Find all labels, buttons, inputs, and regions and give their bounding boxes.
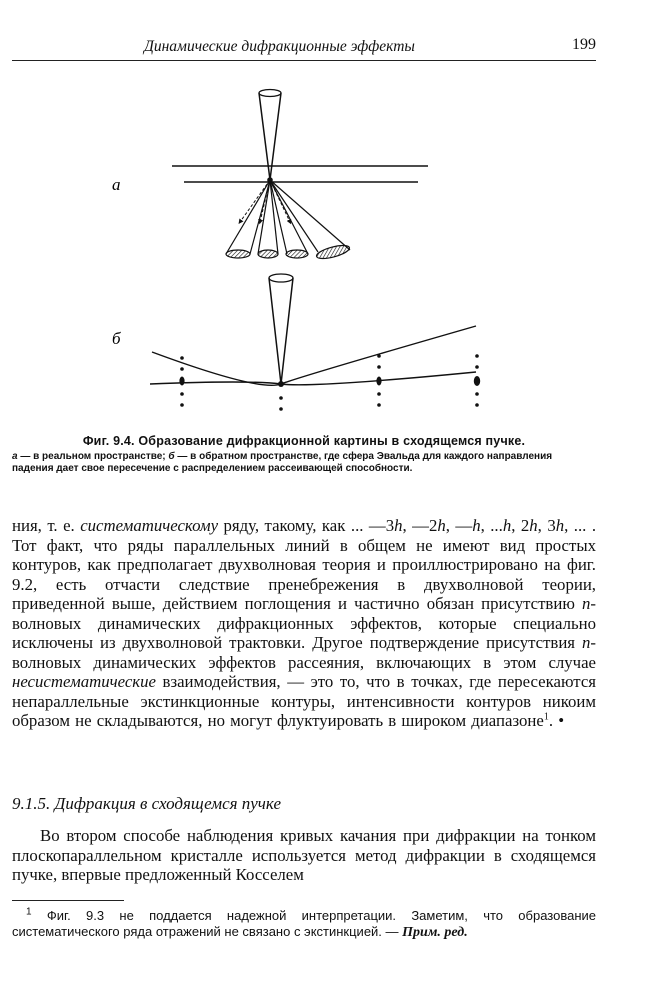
text-span: , —2 xyxy=(402,516,438,535)
text-italic: h xyxy=(555,516,565,535)
caption-key-a: а xyxy=(12,451,18,462)
text-italic: h xyxy=(394,516,403,535)
footnote-divider xyxy=(12,900,124,901)
panel-b-diagram xyxy=(150,274,480,411)
text-italic: n xyxy=(582,594,591,613)
text-span: -волновых динамических эффектов рассеяния, включающих в этом случае xyxy=(12,633,596,672)
footnote-mark: 1 xyxy=(26,906,32,918)
page-number: 199 xyxy=(572,36,596,53)
paragraph-1 xyxy=(12,516,596,731)
caption-text-a: — в реальном пространстве; xyxy=(17,451,169,462)
footnote-ref: 1 xyxy=(543,711,549,723)
section-heading: 9.1.5. Дифракция в сходящемся пучке xyxy=(12,794,281,813)
text-italic: h xyxy=(529,516,538,535)
text-span: , ... xyxy=(480,516,503,535)
text-span: -волновых динамических дифракционных эффектов, которые специально исключены из двухволновой трактовки. Другое подтверждение присутствия xyxy=(12,594,596,652)
caption-key-b: б xyxy=(168,451,175,462)
editor-note-tag: Прим. ред. xyxy=(402,925,468,940)
text-span: ния, т. е. xyxy=(12,516,81,535)
page-header xyxy=(12,34,596,61)
paragraph-2: Во втором способе наблюдения кривых качания при дифракции на тонком плоскопараллельном кристалле используется метод дифракции в сходящемся пучке, впервые предложенный Косселем xyxy=(12,826,596,884)
text-italic: h xyxy=(502,516,512,535)
figure-9-4 xyxy=(100,82,520,422)
text-span: взаимодействия, — это то, что в точках, где пересекаются непараллельные экстинкционные контуры, интенсивности контуров никоим образом не складываются, но могут флуктуировать в широком диапазоне xyxy=(12,672,596,730)
running-title: Динамические дифракционные эффекты xyxy=(144,38,415,55)
figure-caption xyxy=(12,434,596,475)
text-span: , 2 xyxy=(511,516,530,535)
panel-a-label: а xyxy=(112,175,121,194)
text-span: , ... . Тот факт, что ряды параллельных линий в общем не имеют вид простых контуров, как предполагает двухволновая теория и проиллюстрировано на фиг. 9.2, есть отчасти следствие пренебрежения в двухволновой теории, приведенной выше, действием поглощения и частично обязан присутствию xyxy=(12,516,597,613)
text-span: , 3 xyxy=(537,516,556,535)
panel-a-diagram xyxy=(172,90,428,262)
text-italic: несистематические xyxy=(12,672,156,691)
caption-text xyxy=(12,451,596,475)
caption-title: Фиг. 9.4. Образование дифракционной картины в сходящемся пучке. xyxy=(82,434,526,448)
text-span: ряду, такому, как ... —3 xyxy=(218,516,395,535)
body-text-2 xyxy=(12,826,596,885)
text-italic: систематическому xyxy=(80,516,219,535)
text-span: . • xyxy=(548,711,565,730)
figure-diagram xyxy=(100,82,520,422)
footnote xyxy=(12,908,596,941)
body-text xyxy=(12,516,596,731)
footnote-text: Фиг. 9.3 не поддается надежной интерпретации. Заметим, что образование систематического ряда отражений не связано с экстинкцией. — xyxy=(12,908,596,939)
text-italic: h xyxy=(437,516,446,535)
text-italic: n xyxy=(582,633,591,652)
panel-b-label: б xyxy=(112,329,121,348)
text-italic: h xyxy=(472,516,481,535)
text-span: , — xyxy=(445,516,473,535)
caption-text-b: — в обратном пространстве, где сфера Эвальда для каждого направления падения дает свое пересечение с распределением рассеивающей способности. xyxy=(12,451,553,474)
